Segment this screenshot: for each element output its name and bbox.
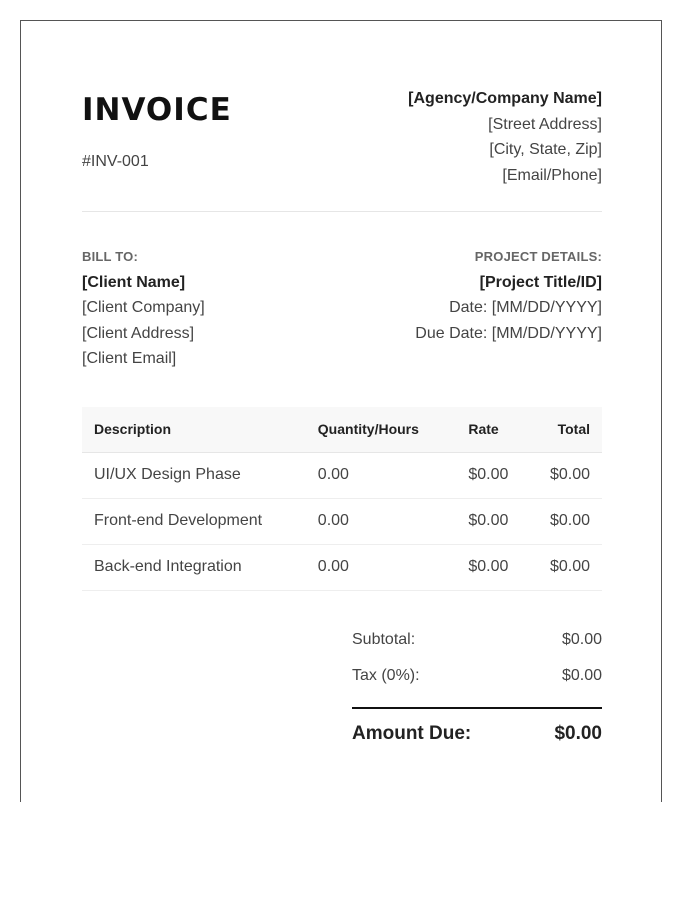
tax-label: Tax (0%): [352,666,420,684]
column-header-total: Total [550,407,602,452]
project-details-section [415,244,602,346]
company-info [408,86,602,188]
project-date: Date: [MM/DD/YYYY] [449,299,602,316]
tax-row [352,665,602,701]
project-title: [Project Title/ID] [479,273,602,291]
bill-to-label: BILL TO: [82,249,139,264]
item-description: Back-end Integration [82,544,318,590]
bill-to-section [82,244,205,372]
company-name: [Agency/Company Name] [408,90,602,107]
client-company: [Client Company] [82,299,205,316]
totals-section [352,629,602,745]
item-rate: $0.00 [468,544,550,590]
project-details-label: PROJECT DETAILS: [474,249,602,264]
invoice-header [82,21,602,212]
table-row [82,498,602,544]
project-due-date: Due Date: [MM/DD/YYYY] [415,324,602,342]
item-quantity: 0.00 [318,498,469,544]
amount-due-value: $0.00 [554,722,602,744]
company-city: [City, State, Zip] [489,141,602,158]
item-total: $0.00 [550,544,602,590]
subtotal-row [352,629,602,665]
company-street: [Street Address] [488,115,602,133]
amount-due-label: Amount Due: [352,722,472,744]
item-description: Front-end Development [82,498,318,544]
column-header-rate: Rate [468,407,550,452]
company-contact: [Email/Phone] [502,166,602,184]
item-rate: $0.00 [468,452,550,498]
subtotal-value: $0.00 [561,630,602,648]
invoice-number: #INV-001 [82,153,149,170]
item-rate: $0.00 [468,498,550,544]
invoice-info [82,212,602,407]
item-total: $0.00 [550,498,602,544]
tax-value: $0.00 [561,666,602,684]
invoice-title: INVOICE [82,92,232,128]
column-header-quantity: Quantity/Hours [318,407,469,452]
item-total: $0.00 [550,452,602,498]
table-row [82,452,602,498]
item-quantity: 0.00 [318,452,469,498]
amount-due-row [352,707,602,745]
client-address: [Client Address] [82,324,195,342]
table-row [82,544,602,590]
table-header-row [82,407,602,452]
item-quantity: 0.00 [318,544,469,590]
client-email: [Client Email] [82,350,177,367]
invoice-content [82,21,602,745]
client-name: [Client Name] [82,273,186,291]
item-description: UI/UX Design Phase [82,452,318,498]
subtotal-label: Subtotal: [352,630,416,648]
invoice-page [20,20,662,802]
line-items-table [82,407,602,591]
column-header-description: Description [82,407,318,452]
